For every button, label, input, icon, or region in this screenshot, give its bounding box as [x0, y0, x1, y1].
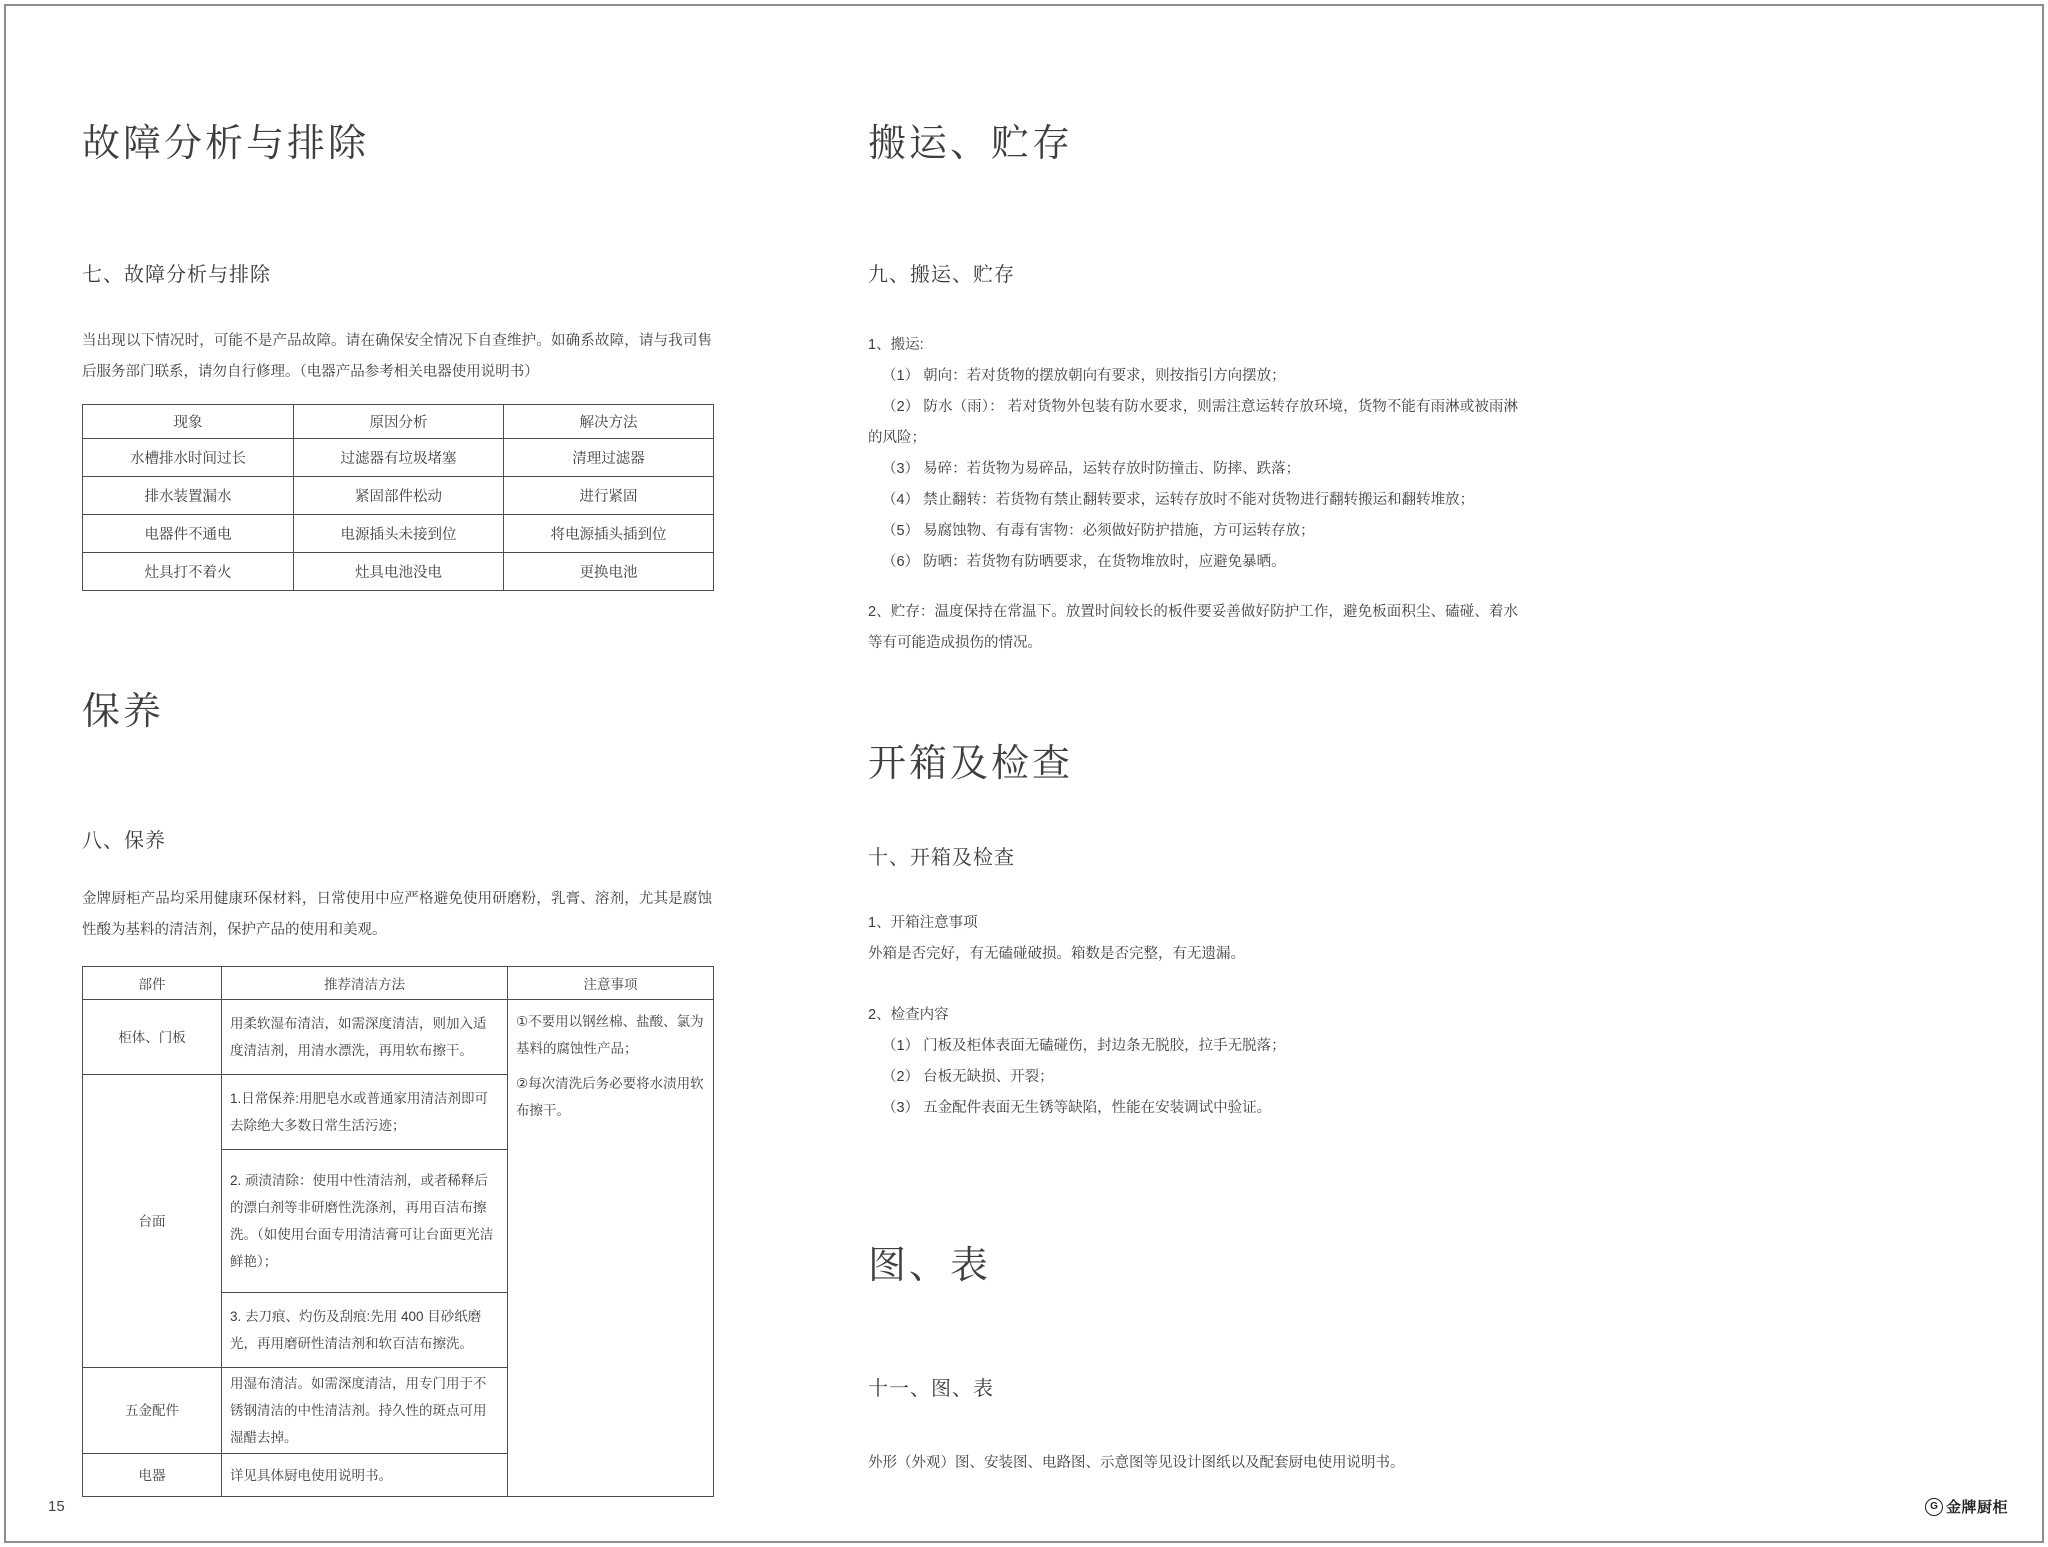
cell-symptom: 水槽排水时间过长 [83, 439, 294, 477]
cell-method-appliance: 详见具体厨电使用说明书。 [222, 1454, 508, 1497]
transport-label: 1、搬运: [868, 337, 924, 353]
col-header-cause: 原因分析 [294, 405, 504, 439]
cell-part-appliance: 电器 [83, 1454, 222, 1497]
section-10-heading: 十、开箱及检查 [868, 847, 1015, 869]
cell-part-cabinet: 柜体、门板 [83, 1000, 222, 1075]
note-1: ①不要用以钢丝棉、盐酸、氯为基料的腐蚀性产品； [516, 1014, 704, 1056]
cell-solution: 将电源插头插到位 [504, 515, 714, 553]
brand-logo [1925, 1496, 2008, 1517]
cell-solution: 清理过滤器 [504, 439, 714, 477]
section-7-intro-paragraph: 当出现以下情况时，可能不是产品故障。请在确保安全情况下自查维护。如确系故障，请与我司售后服务部门联系，请勿自行修理。（电器产品参考相关电器使用说明书） [82, 333, 712, 380]
section-8-intro-paragraph: 金牌厨柜产品均采用健康环保材料，日常使用中应严格避免使用研磨粉，乳膏、溶剂，尤其是腐蚀性酸为基料的清洁剂，保护产品的使用和美观。 [82, 891, 712, 938]
cell-symptom: 灶具打不着火 [83, 553, 294, 591]
cell-method-hardware: 用湿布清洁。如需深度清洁，用专门用于不锈钢清洁的中性清洁剂。持久性的斑点可用湿醋去掉。 [222, 1368, 508, 1454]
cell-cause: 过滤器有垃圾堵塞 [294, 439, 504, 477]
table-row [83, 477, 714, 515]
cell-symptom: 排水装置漏水 [83, 477, 294, 515]
cell-part-hardware: 五金配件 [83, 1368, 222, 1454]
col-header-notes: 注意事项 [508, 967, 714, 1000]
diagrams-paragraph: 外形（外观）图、安装图、电路图、示意图等见设计图纸以及配套厨电使用说明书。 [868, 1455, 1405, 1471]
table-row [83, 439, 714, 477]
col-header-symptom: 现象 [83, 405, 294, 439]
transport-item-6: （6） 防晒：若货物有防晒要求，在货物堆放时，应避免暴晒。 [882, 554, 1286, 570]
table-row [83, 553, 714, 591]
unbox-text: 外箱是否完好，有无磕碰破损。箱数是否完整，有无遗漏。 [868, 946, 1245, 962]
cell-cause: 紧固部件松动 [294, 477, 504, 515]
left-page-title-troubleshooting: 故障分析与排除 [82, 123, 370, 165]
cell-cause: 电源插头未接到位 [294, 515, 504, 553]
transport-item-3: （3） 易碎：若货物为易碎品，运转存放时防撞击、防摔、跌落； [882, 461, 1301, 477]
brand-g-icon: G [1925, 1498, 1943, 1516]
right-page-title-figures-tables: 图、表 [868, 1245, 992, 1287]
transport-list [868, 330, 1518, 578]
cell-notes [508, 1000, 714, 1497]
section-11-heading: 十一、图、表 [868, 1378, 994, 1400]
col-header-method: 推荐清洁方法 [222, 967, 508, 1000]
cell-symptom: 电器件不通电 [83, 515, 294, 553]
cell-method-countertop-stains: 2. 顽渍清除：使用中性清洁剂，或者稀释后的漂白剂等非研磨性洗涤剂，再用百洁布擦洗。（如使用台面专用清洁膏可让台面更光洁鲜艳）； [222, 1150, 508, 1293]
fault-analysis-table [82, 404, 714, 591]
left-page-title-maintenance: 保养 [82, 691, 165, 733]
unbox-label: 1、开箱注意事项 [868, 915, 978, 931]
cell-method-countertop-daily: 1.日常保养:用肥皂水或普通家用清洁剂即可去除绝大多数日常生活污迹； [222, 1075, 508, 1150]
unboxing-notes [868, 908, 1518, 970]
transport-item-2: （2） 防水（雨）： 若对货物外包装有防水要求，则需注意运转存放环境，货物不能有雨淋或被雨淋的风险； [868, 399, 1518, 446]
section-9-heading: 九、搬运、贮存 [868, 264, 1015, 286]
table-header-row [83, 967, 714, 1000]
brand-name: 金牌厨柜 [1945, 1499, 2008, 1516]
right-page-title-transport-storage: 搬运、贮存 [868, 123, 1074, 165]
cell-cause: 灶具电池没电 [294, 553, 504, 591]
storage-paragraph: 2、贮存：温度保持在常温下。放置时间较长的板件要妥善做好防护工作，避免板面积尘、磕碰、着水等有可能造成损伤的情况。 [868, 604, 1518, 651]
table-header-row [83, 405, 714, 439]
page-number: 15 [48, 1498, 65, 1515]
check-item-3: （3） 五金配件表面无生锈等缺陷，性能在安装调试中验证。 [882, 1100, 1272, 1116]
transport-item-4: （4） 禁止翻转：若货物有禁止翻转要求，运转存放时不能对货物进行翻转搬运和翻转堆放； [882, 492, 1475, 508]
cell-part-countertop: 台面 [83, 1075, 222, 1368]
note-2: ②每次清洗后务必要将水渍用软布擦干。 [516, 1076, 704, 1118]
right-page-title-unboxing: 开箱及检查 [868, 743, 1074, 785]
section-7-heading: 七、故障分析与排除 [82, 264, 271, 286]
col-header-solution: 解决方法 [504, 405, 714, 439]
table-row-cabinet [83, 1000, 714, 1075]
transport-item-1: （1） 朝向：若对货物的摆放朝向有要求，则按指引方向摆放； [882, 368, 1286, 384]
check-label: 2、检查内容 [868, 1007, 949, 1023]
cell-method-cabinet: 用柔软湿布清洁，如需深度清洁，则加入适度清洁剂，用清水漂洗，再用软布擦干。 [222, 1000, 508, 1075]
transport-item-5: （5） 易腐蚀物、有毒有害物：必须做好防护措施，方可运转存放； [882, 523, 1315, 539]
cell-solution: 更换电池 [504, 553, 714, 591]
check-list [868, 1000, 1518, 1124]
col-header-part: 部件 [83, 967, 222, 1000]
section-8-heading: 八、保养 [82, 830, 166, 852]
check-item-1: （1） 门板及柜体表面无磕碰伤，封边条无脱胶，拉手无脱落； [882, 1038, 1286, 1054]
table-row [83, 515, 714, 553]
cell-solution: 进行紧固 [504, 477, 714, 515]
maintenance-table [82, 966, 714, 1497]
check-item-2: （2） 台板无缺损、开裂； [882, 1069, 1054, 1085]
cell-method-countertop-scratches: 3. 去刀痕、灼伤及刮痕:先用 400 目砂纸磨光，再用磨研性清洁剂和软百洁布擦洗。 [222, 1293, 508, 1368]
